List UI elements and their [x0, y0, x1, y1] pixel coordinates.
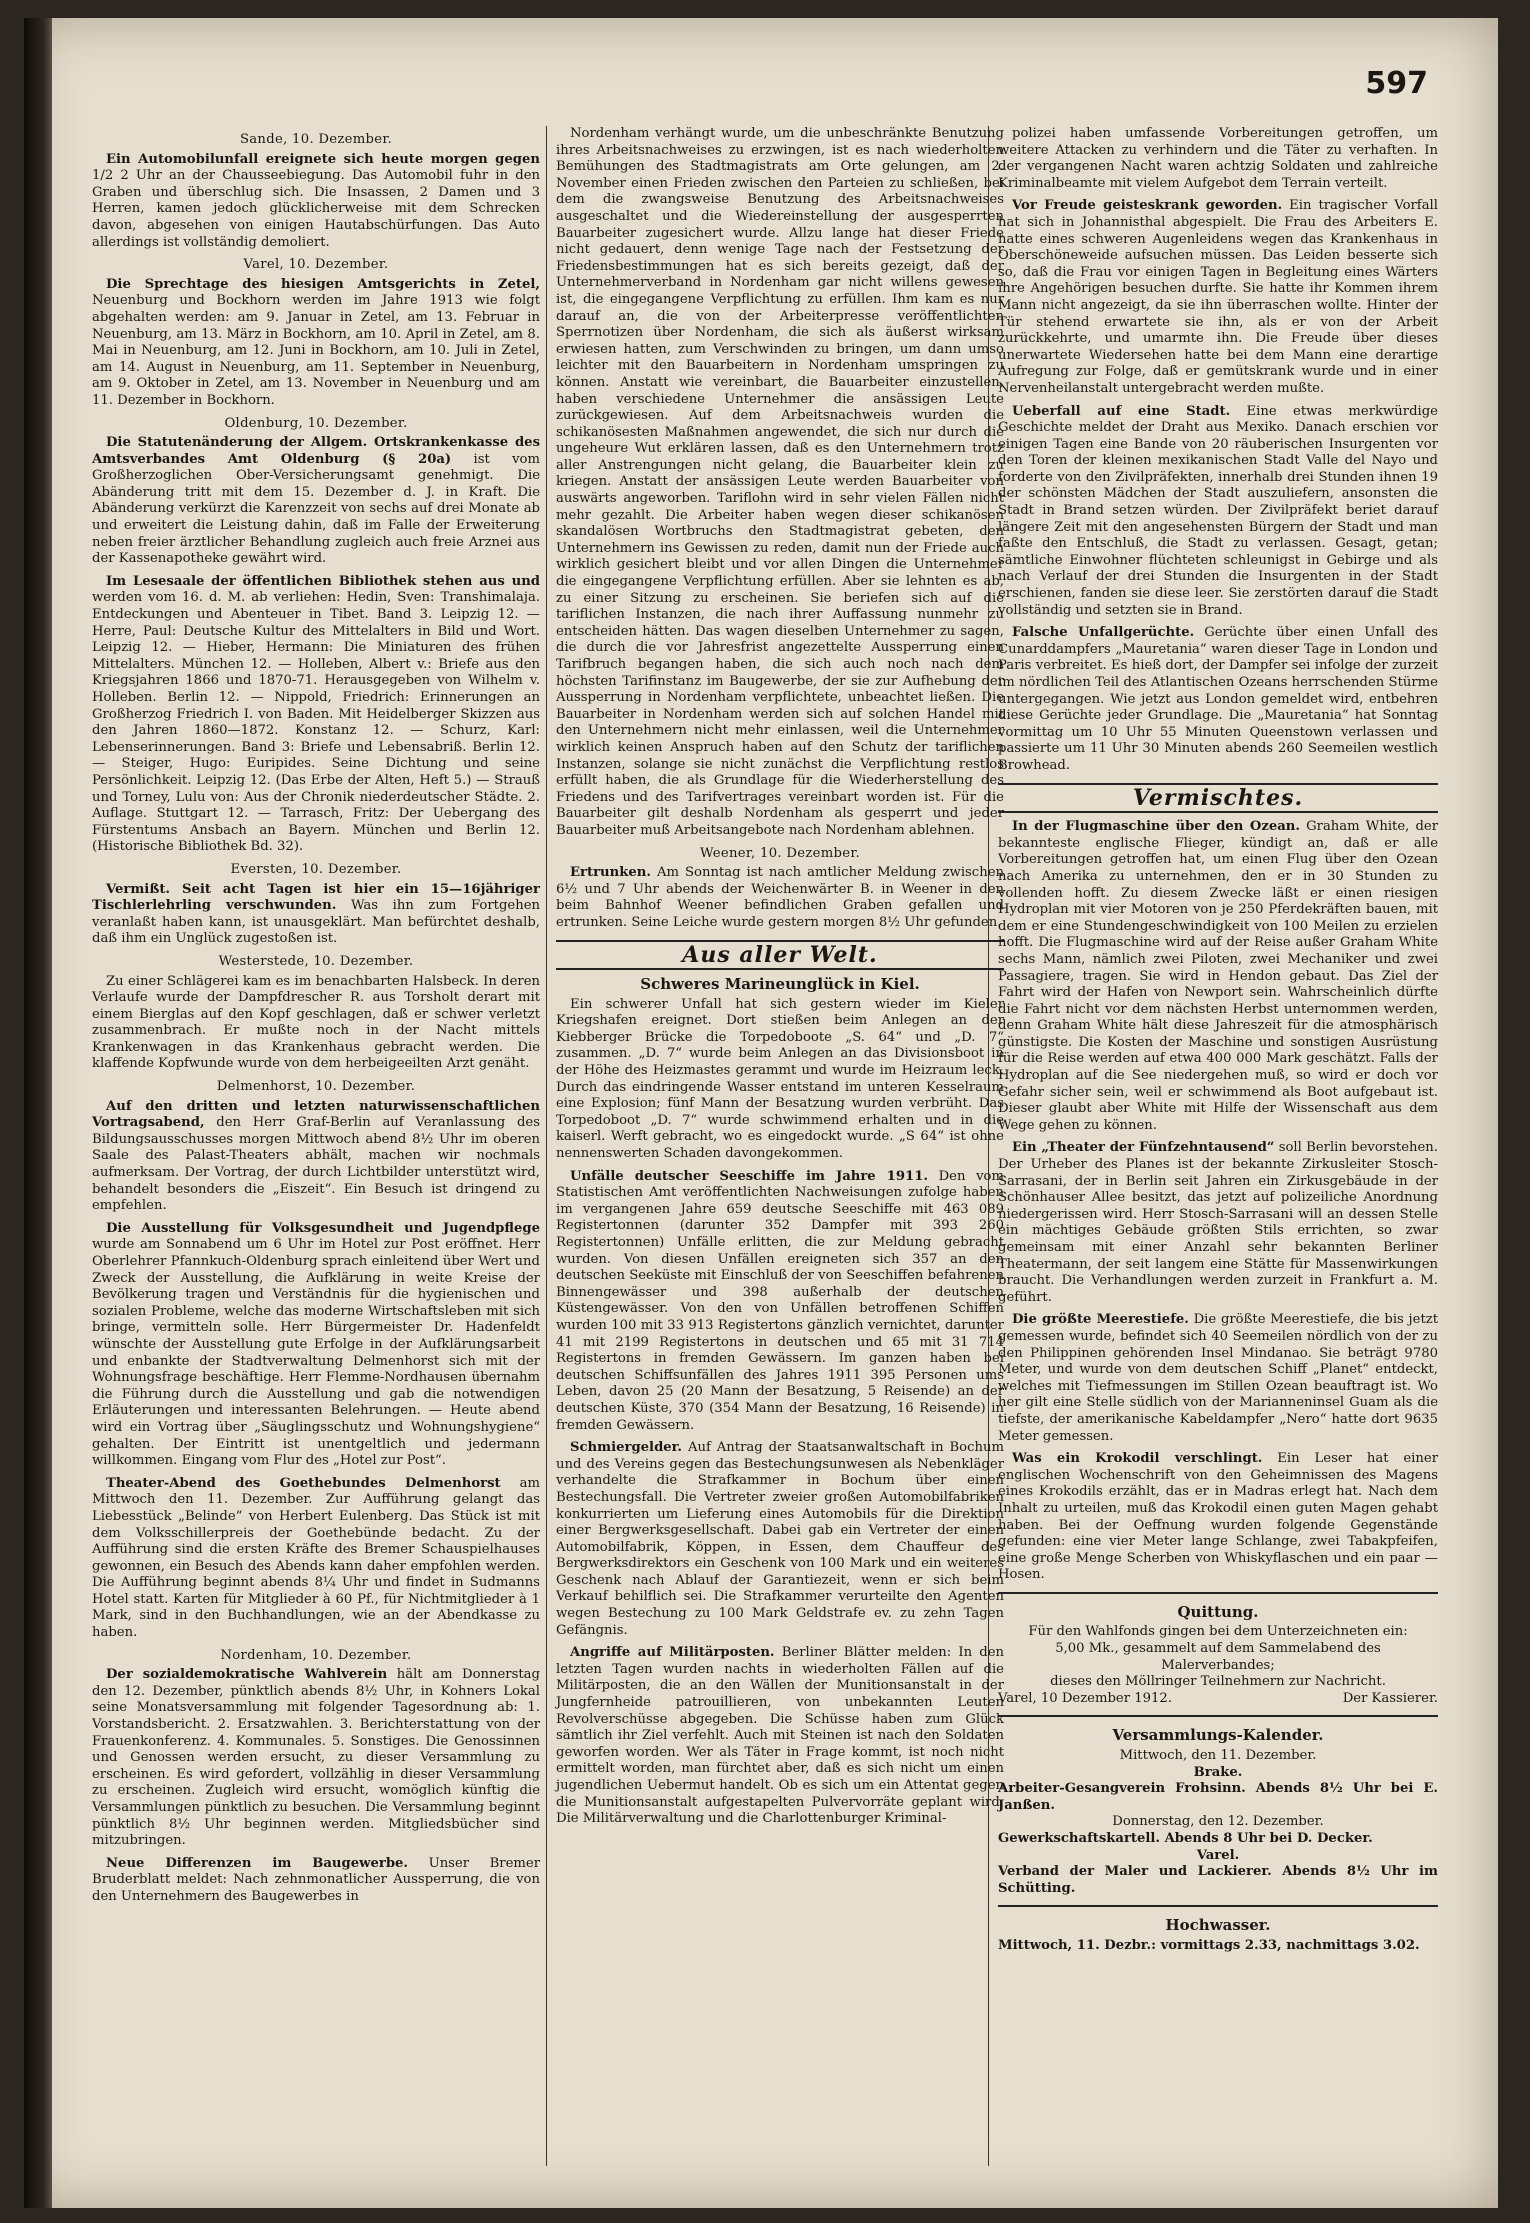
kalender-title: Versammlungs-Kalender. — [1112, 1726, 1324, 1745]
article — [92, 257, 540, 409]
article — [92, 954, 540, 1073]
article-text — [556, 126, 1004, 840]
article — [92, 1079, 540, 1215]
hochwasser-line: Mittwoch, 11. Dezbr.: vormittags 2.33, nachmittags 3.02. — [998, 1937, 1420, 1953]
article-text — [92, 974, 540, 1074]
article-lead: Auf den dritten und letzten naturwissenschaftlichen Vortragsabend, — [92, 1098, 540, 1131]
article — [556, 997, 1004, 1163]
article — [998, 126, 1438, 192]
hochwasser-notice — [998, 1905, 1438, 1954]
article-body: Berliner Blätter melden: In den letzten Tagen wurden nachts in wiederholten Fällen auf die Militärposten, die an den Wällen der Munitionsanstalt in der Jungfernheide patrouillieren, von unbekannten Leuten Revolverschüsse abgegeben. Die Schüsse haben zum Glück sämtlich ihr Ziel verfehlt. Auch mit Steinen ist nach den Soldaten geworfen worden. Wer als Täter in Frage kommt, ist noch nicht ermittelt worden, man fürchtet aber, daß es sich nicht um einen jugendlichen Uebermut handelt. Ob es sich um ein Attentat gegen die Munitionsanstalt aufgestapelten Pulvervorräte geplant wird. Die Militärverwaltung und die Charlottenburger Kriminal- — [556, 1645, 1004, 1827]
quittung-line: dieses den Möllringer Teilnehmern zur Nachricht. — [1050, 1674, 1386, 1690]
article-lead: Die größte Meerestiefe. — [1012, 1312, 1189, 1328]
article-lead: Theater-Abend des Goethebundes Delmenhorst — [106, 1475, 501, 1491]
quittung-title: Quittung. — [1177, 1602, 1259, 1621]
article-text — [998, 126, 1438, 192]
column-2-world-articles — [556, 997, 1004, 1828]
article-body: Ein schwerer Unfall hat sich gestern wieder im Kieler Kriegshafen ereignet. Dort stießen beim Anlegen an der Kiebberger Brücke die Torpedoboote „S. 64“ und „D. 7“ zusammen. „D. 7“ wurde beim Anlegen an das Divisionsboot in der Höhe des Heizmastes gerammt und wurde im Heizraum leck. Durch das eindringende Wasser entstand im unteren Kesselraum eine Explosion; fünf Mann der Besatzung wurden verbrüht. Das Torpedoboot „D. 7“ wurde schwimmend erhalten und in die kaiserl. Werft gebracht, wo es eingedockt wurde. „S 64“ ist ohne nennenswerten Schaden davongekommen. — [556, 996, 1004, 1162]
article-body: ist vom Großherzoglichen Ober-Versicherungsamt genehmigt. Die Abänderung tritt mit dem 15. Dezember d. J. in Kraft. Die Abänderung verkürzt die Karenzzeit von sechs auf drei Monate ab und erweitert die Leistung dahin, daß im Falle der Erweiterung neben freier ärztlicher Behandlung zugleich auch freie Arznei aus der Kassenapotheke gewährt wird. — [92, 451, 540, 567]
article-text — [556, 865, 1004, 931]
article-lead: Die Sprechtage des hiesigen Amtsgerichts in Zetel, — [106, 276, 540, 292]
quittung-line: Für den Wahlfonds gingen bei dem Unterzeichneten ein: — [1028, 1624, 1408, 1640]
article-text — [92, 277, 540, 410]
article-body: Auf Antrag der Staatsanwaltschaft in Bochum und des Vereins gegen das Bestechungsunwesen als Nebenkläger verhandelte die Strafkammer in Bochum über einen Bestechungsfall. Die Vertreter zweier großen Automobilfabriken konkurrierten um Lieferung eines Automobils für die Direktion einer Bergwerksgesellschaft. Dabei gab ein Vertreter der einen Automobilfabrik, Köppen, in Essen, dem Chauffeur des Bergwerksdirektors ein Geschenk von 100 Mark und ein weiteres Geschenk nach Ablauf der Garantiezeit, wenn er sich beim Verkauf behilflich sei. Die Strafkammer verurteilte den Agenten wegen Bestechung zu 100 Mark Geldstrafe ev. zu zehn Tagen Gefängnis. — [556, 1440, 1005, 1638]
article — [556, 1169, 1004, 1435]
article-body: hält am Donnerstag den 12. Dezember, pünktlich abends 8½ Uhr, in Kohners Lokal seine Monatsversammlung mit folgender Tagesordnung ab: 1. Vorstandsbericht. 2. Ersatzwahlen. 3. Berichterstattung von der Frauenkonferenz. 4. Kommunales. 5. Sonstiges. Die Genossinnen und Genossen werden ersucht, zu dieser Versammlung zu erscheinen. Es wird gefordert, vollzählig in dieser Versammlung zu erscheinen. Zugleich wird ersucht, womöglich künftig die Versammlungen pünktlich zu besuchen. Die Versammlung beginnt pünktlich 8½ Uhr beginnen werden. Mitgliedsbücher sind mitzubringen. — [92, 1667, 540, 1849]
article-lead: Ein Automobilunfall ereignete sich heute morgen gegen — [106, 151, 540, 167]
kalender-entry: Gewerkschaftskartell. Abends 8 Uhr bei D. Decker. — [998, 1831, 1373, 1846]
book-spine — [24, 18, 52, 2208]
article-body: Den vom Statistischen Amt veröffentlichten Nachweisungen zufolge haben im vergangenen Jahre 659 deutsche Seeschiffe mit 463 089 Registertonnen (darunter 352 Dampfer mit 393 260 Registertonnen) Unfälle erlitten, die zur Meldung gebracht wurden. Von diesen Unfällen ereigneten sich 357 an den deutschen Seeküste mit Einschluß der von Seeschiffen befahrenen Binnengewässer und 398 außerhalb der deutschen Küstengewässer. Von den von Unfällen betroffenen Schiffen wurden 100 mit 33 913 Registertons gänzlich vernichtet, darunter 41 mit 2199 Registertons in deutschen und 65 mit 31 714 Registertons in fremden Gewässern. Im ganzen haben bei deutschen Schiffsunfällen des Jahres 1911 395 Personen ums Leben, davon 25 (20 Mann der Besatzung, 5 Reisende) an der deutschen Küste, 370 (354 Mann der Besatzung, 16 Reisende) in fremden Gewässern. — [556, 1168, 1004, 1433]
article — [998, 819, 1438, 1134]
article — [92, 1221, 540, 1470]
article-text — [998, 819, 1438, 1134]
article-lead: In der Flugmaschine über den Ozean. — [1012, 819, 1300, 835]
article-lead: Vor Freude geisteskrank geworden. — [1012, 198, 1283, 214]
dateline: Delmenhorst, 10. Dezember. — [216, 1079, 416, 1095]
article-body: Was ihn zum Fortgehen veranlaßt haben kann, ist unausgeklärt. Man befürchtet deshalb, daß ihm ein Unglück zugestoßen ist. — [92, 898, 540, 947]
article — [92, 1856, 540, 1906]
article-text — [556, 997, 1004, 1163]
quittung-place-date: Varel, 10 Dezember 1912. Der Kassierer. — [998, 1690, 1438, 1706]
article-lead: Der sozialdemokratische Wahlverein — [106, 1667, 388, 1683]
article — [998, 198, 1438, 397]
article-text — [92, 1856, 540, 1906]
article-lead: Falsche Unfallgerüchte. — [1012, 625, 1195, 641]
newspaper-page — [24, 18, 1498, 2208]
article — [92, 416, 540, 568]
article-lead: Unfälle deutscher Seeschiffe im Jahre 1911. — [570, 1168, 928, 1184]
article-body: den Herr Graf-Berlin auf Veranlassung des Bildungsausschusses morgen Mittwoch abend 8½ Uhr im oberen Saale des Palast-Theaters abhält, machen wir nochmals aufmerksam. Der Vortrag, der durch Lichtbilder unterstützt wird, behandelt besonders die „Eiszeit“. Ein Besuch ist dringend zu empfehlen. — [92, 1115, 540, 1214]
article — [998, 1451, 1438, 1584]
article — [556, 126, 1004, 840]
article — [998, 625, 1438, 774]
article-body: Nordenham verhängt wurde, um die unbeschränkte Benutzung ihres Arbeitsnachweises zu erzwingen, ist es nach wiederholten Bemühungen des Stadtmagistrats am Orte gelungen, am 2. November einen Frieden zwischen den Parteien zu schließen, bei dem die zwangsweise Benutzung des Arbeitsnachweises ausgeschaltet und die Wiedereinstellung der ausgesperrten Bauarbeiter zugesichert wurde. Allzu lange hat dieser Friede nicht gedauert, denn wenige Tage nach der Festsetzung der Friedensbestimmungen hat es sich bereits gezeigt, daß der Unternehmerverband in Nordenham gar nicht willens gewesen ist, die eingegangene Verpflichtung zu erfüllen. Ihm kam es nur darauf an, die von der Arbeiterpresse veröffentlichten Sperrnotizen über Nordenham, die sich als äußerst wirksam erwiesen hatten, zum Verschwinden zu bringen, um dann umso leichter mit den Bauarbeitern in Nordenham umspringen zu können. Anstatt wie vereinbart, die Bauarbeiter einzustellen, haben verschiedene Unternehmer die ansässigen Leute zurückgewiesen. Auf dem Arbeitsnachweis wurden die schikanösesten Maßnahmen angewendet, die sich nur durch die ungeheure Wut erklären lassen, daß es den Unternehmern trotz aller Anstrengungen nicht gelang, die Bauarbeiter klein zu kriegen. Anstatt der ansässigen Leute werden Bauarbeiter von auswärts angeworben. Tariflohn wird in sehr vielen Fällen nicht mehr gezahlt. Die Arbeiter haben wegen dieser schikanösen skandalösen Wortbruchs den Stadtmagistrat gebeten, den Unternehmern ins Gewissen zu reden, damit nun der Friede auch wirklich gesichert bleibt und vor allen Dingen die Unternehmer die eingegangene Verpflichtung erfüllen. Aber sie lehnten es ab, zu einer Sitzung zu erscheinen. Sie beriefen sich auf die tariflichen Instanzen, die nach ihrer Auffassung nunmehr zu entscheiden hätten. Das wagen dieselben Unternehmer zu sagen, die durch die vor Jahresfrist angezettelte Aussperrung einen Tarifbruch begangen haben, die sich auch noch nach dem höchsten Tarifinstanz im Baugewerbe, der sie zur Aufhebung der Aussperrung in Nordenham verpflichtete, unbeachtet ließen. Die Bauarbeiter in Nordenham werden sich auf solchen Handel mit den Unternehmern nicht mehr einlassen, weil die Unternehmer wirklich keinen Anspruch haben auf den Schutz der tariflichen Instanzen, solange sie nicht zunächst die Verpflichtung restlos erfüllt haben, die als Grundlage für die Wiederherstellung des Friedens und des Tarifvertrages vereinbart worden ist. Für die Bauarbeiter gilt deshalb Nordenham als gesperrt und jeder Bauarbeiter muß Arbeitsangebote nach Nordenham ablehnen. — [556, 126, 1004, 838]
dateline: Oldenburg, 10. Dezember. — [224, 415, 408, 431]
article — [92, 574, 540, 856]
article-text — [998, 625, 1438, 774]
dateline: Westerstede, 10. Dezember. — [218, 953, 414, 969]
kalender-date: Donnerstag, den 12. Dezember. — [1112, 1814, 1324, 1830]
article-text — [92, 1221, 540, 1470]
article-lead: Die Statutenänderung der Allgem. Ortskrankenkasse des Amtsverbandes Amt Oldenburg (§ 20a) — [92, 435, 540, 467]
article — [998, 404, 1438, 620]
article-body: werden vom 16. d. M. ab verliehen: Hedin, Sven: Transhimalaja. Entdeckungen und Abenteuer in Tibet. Band 3. Leipzig 12. — Herre, Paul: Deutsche Kultur des Mittelalters in Bild und Wort. Leipzig 12. — Hieber, Hermann: Die Miniaturen des frühen Mittelalters. München 12. — Holleben, Albert v.: Briefe aus den Kriegsjahren 1866 und 1870-71. Herausgegeben von Wilhelm v. Holleben. Berlin 12. — Nippold, Friedrich: Erinnerungen an Großherzog Friedrich I. von Baden. Mit Heidelberger Skizzen aus den Jahren 1860—1872. Konstanz 12. — Schurz, Karl: Lebenserinnerungen. Band 3: Briefe und Lebensabriß. Berlin 12. — Steiger, Hugo: Euripides. Seine Dichtung und seine Persönlichkeit. Leipzig 12. (Das Erbe der Alten, Heft 5.) — Strauß und Torney, Lulu von: Aus der Chronik niederdeutscher Städte. 2. Auflage. Stuttgart 12. — Tarrasch, Fritz: Der Uebergang des Fürstentums Ansbach an Bayern. München und Berlin 12. (Historische Bibliothek Bd. 32). — [92, 590, 540, 855]
article-body: 1/2 2 Uhr an der Chausseebiegung. Das Automobil fuhr in den Graben und überschlug sich. Die Insassen, 2 Damen und 3 Herren, kamen jedoch glücklicherweise mit dem Schrecken davon, abgesehen von einigen Hautabschürfungen. Das Auto allerdings ist vollständig demoliert. — [92, 168, 540, 250]
article-text — [998, 198, 1438, 397]
article-body: Eine etwas merkwürdige Geschichte meldet der Draht aus Mexiko. Danach erschien vor einigen Tagen eine Bande von 20 räuberischen Insurgenten vor den Toren der kleinen mexikanischen Stadt Valle del Nayo und forderte von den Zivilpräfekten, innerhalb drei Stunden ihnen 19 der schönsten Mädchen der Stadt auszuliefern, ansonsten die Stadt in Brand setzen würden. Der Zivilpräfekt beriet darauf längere Zeit mit den angesehensten Bürgern der Stadt und man faßte den Entschluß, die Stadt zu verlassen. Gesagt, getan; sämtliche Einwohner flüchteten schleunigst in Gebirge und als nach Verlauf der drei Stunden die Insurgenten in der Stadt erschienen, fanden sie diese leer. Sie zerstörten darauf die Stadt vollständig und setzten sie in Brand. — [998, 403, 1438, 618]
kalender-entry: Arbeiter-Gesangverein Frohsinn. Abends 8½ Uhr bei E. Janßen. — [998, 1781, 1438, 1813]
dateline: Weener, 10. Dezember. — [699, 845, 860, 861]
article-text — [556, 1169, 1004, 1435]
kiel-headline: Schweres Marineunglück in Kiel. — [640, 975, 920, 994]
article-text — [998, 1140, 1438, 1306]
section-heading-vermischtes: Vermischtes. — [998, 783, 1438, 814]
column-rule — [546, 126, 547, 2166]
article-lead: Schmiergelder. — [570, 1440, 683, 1456]
article-body: Graham White, der bekannteste englische Flieger, kündigt an, daß er alle Vorbereitungen getroffen hat, um einen Flug über den Ozean nach Amerika zu unternehmen, den er in 30 Stunden zu vollenden hofft. Zu diesem Zwecke läßt er einen riesigen Hydroplan mit vier Motoren von je 250 Pferdekräften bauen, mit dem er eine Stundengeschwindigkeit von 100 Meilen zu erzielen hofft. Die Flugmaschine wird auf der Reise außer Graham White sechs Mann, nämlich zwei Piloten, zwei Mechaniker und zwei Passagiere, tragen. Sie wird in Hendon gebaut. Das Ziel der Fahrt wird der Hafen von Newport sein. Wahrscheinlich dürfte die Fahrt nicht vor dem nächsten Herbst unternommen werden, denn Graham White hält diese Jahreszeit für die atmosphärisch günstigste. Die Kosten der Maschine und sonstigen Ausrüstung für die Reise werden auf etwa 400 000 Mark geschätzt. Falls der Hydroplan auf die See niedergehen muß, so wird er doch vor Gefahr sicher sein, weil er schwimmend als Boot aufgebaut ist. Dieser glaubt aber White mit Hilfe der Wissenschaft aus dem Wege gehen zu können. — [998, 819, 1438, 1133]
article-text — [998, 1451, 1438, 1584]
article-body: Gerüchte über einen Unfall des Cunarddampfers „Mauretania“ waren dieser Tage in London und Paris verbreitet. Es hieß dort, der Dampfer sei infolge der zurzeit im nördlichen Teil des Atlantischen Ozeans herrschenden Stürme untergegangen. Wie jetzt aus London gemeldet wird, entbehren diese Gerüchte jeder Grundlage. Die „Mauretania“ hat Sonntag vormittag um 10 Uhr 55 Minuten Queenstown verlassen und passierte um 11 Uhr 30 Minuten abends 260 Seemeilen westlich Browhead. — [998, 625, 1439, 773]
article-text — [92, 152, 540, 252]
article — [92, 1476, 540, 1642]
column-3-misc-articles — [998, 819, 1438, 1584]
article-body: Am Sonntag ist nach amtlicher Meldung zwischen 6½ und 7 Uhr abends der Weichenwärter B. in Weener in den beim Bahnhof Weener befindlichen Graben gefallen und ertrunken. Seine Leiche wurde gestern morgen 8½ Uhr gefunden. — [556, 865, 1004, 930]
article-lead: Im Lesesaale der öffentlichen Bibliothek stehen aus und — [106, 573, 540, 589]
column-3-articles — [998, 126, 1438, 775]
article-text — [92, 1667, 540, 1850]
article-text — [998, 404, 1438, 620]
hochwasser-title: Hochwasser. — [1165, 1916, 1271, 1935]
article-body: Neuenburg und Bockhorn werden im Jahre 1913 wie folgt abgehalten werden: am 9. Januar in Zetel, am 13. Februar in Neuenburg, am 13. März in Bockhorn, am 10. April in Zetel, am 8. Mai in Neuenburg, am 12. Juni in Bockhorn, am 10. Juli in Zetel, am 14. August in Neuenburg, am 11. September in Neuenburg, am 9. Oktober in Zetel, am 13. November in Neuenburg und am 11. Dezember in Bockhorn. — [92, 293, 540, 408]
article — [556, 1645, 1004, 1828]
article-lead: Ein „Theater der Fünfzehntausend“ — [1012, 1140, 1275, 1156]
dateline: Nordenham, 10. Dezember. — [220, 1647, 412, 1663]
article-body: Zu einer Schlägerei kam es im benachbarten Halsbeck. In deren Verlaufe wurde der Dampfdrescher R. aus Torsholt derart mit einem Bierglas auf den Kopf geschlagen, daß er schwer verletzt zusammenbrach. Er mußte noch in der Nacht mittels Krankenwagen in das Krankenhaus gebracht werden. Die klaffende Kopfwunde wurde von dem herbeigeeilten Arzt genäht. — [92, 973, 540, 1072]
article-text — [92, 882, 540, 948]
article-text — [998, 1312, 1438, 1445]
section-heading-aus-aller-welt: Aus aller Welt. — [556, 940, 1004, 971]
article-lead: Was ein Krokodil verschlingt. — [1012, 1451, 1263, 1467]
versammlungs-kalender — [998, 1715, 1438, 1897]
article-text — [92, 574, 540, 856]
page-number: 597 — [1365, 66, 1428, 101]
article — [556, 846, 1004, 932]
article-text — [556, 1645, 1004, 1828]
kalender-place: Varel. — [1196, 1847, 1240, 1863]
column-1 — [92, 126, 540, 1912]
article-body: Unser Bremer Bruderblatt meldet: Nach zehnmonatlicher Aussperrung, die von den Unternehmern des Baugewerbes in — [92, 1855, 541, 1904]
article-body: Ein tragischer Vorfall hat sich in Johannisthal abgespielt. Die Frau des Arbeiters E. hatte eines schweren Augenleidens wegen das Krankenhaus in Oberschöneweide aufsuchen müssen. Das Leiden besserte sich so, daß die Frau vor einigen Tagen in Begleitung eines Wärters ihre Angehörigen besuchen durfte. Sie hatte ihr Kommen ihrem Mann nicht angezeigt, da sie ihn überraschen wollte. Hinter der Tür stehend erwartete sie ihn, als er von der Arbeit zurückkehrte, und umarmte ihn. Die Freude über dieses unerwartete Wiedersehen hatte bei dem Mann eine derartige Aufregung zur Folge, daß er gemütskrank wurde und in einer Nervenheilanstalt untergebracht werden mußte. — [998, 198, 1438, 396]
article-lead: Ertrunken. — [570, 865, 651, 881]
article-body: Ein Leser hat einer englischen Wochenschrift von den Geheimnissen des Magens eines Krokodils erzählt, das er in Madras erlegt hat. Nach dem Inhalt zu urteilen, muß das Krokodil einen guten Magen gehabt haben. Bei der Oeffnung wurden folgende Gegenstände gefunden: eine vier Meter lange Schlange, zwei Tabakpfeifen, eine große Menge Scherben von Whiskyflaschen und ein paar — Hosen. — [998, 1451, 1438, 1583]
kalender-date: Mittwoch, den 11. Dezember. — [1119, 1748, 1317, 1764]
article-lead: Die Ausstellung für Volksgesundheit und Jugendpflege — [106, 1220, 540, 1236]
article-text — [92, 1476, 540, 1642]
dateline: Varel, 10. Dezember. — [243, 257, 389, 273]
dateline: Sande, 10. Dezember. — [239, 132, 393, 147]
article — [92, 862, 540, 948]
article — [556, 1440, 1004, 1639]
dateline: Eversten, 10. Dezember. — [230, 861, 402, 877]
article-body: am Mittwoch den 11. Dezember. Zur Aufführung gelangt das Liebesstück „Belinde“ von Herbert Eulenberg. Das Stück ist mit dem Volksschillerpreis der Goethebünde bedacht. Zu der Aufführung sind die ersten Kräfte des Bremer Schauspielhauses gewonnen, ein Besuch des Abends kann daher empfohlen werden. Die Aufführung beginnt abends 8¼ Uhr und findet in Sudmanns Hotel statt. Karten für Mitglieder à 60 Pf., für Nichtmitglieder à 1 Mark, sind in den Buchhandlungen, wie an der Abendkasse zu haben. — [92, 1475, 540, 1641]
article-body: wurde am Sonnabend um 6 Uhr im Hotel zur Post eröffnet. Herr Oberlehrer Pfannkuch-Oldenburg sprach einleitend über Wert und Zweck der Ausstellung, die Aufklärung in weite Kreise der Bevölkerung tragen und Verständnis für die hygienischen und sozialen Probleme, welche das moderne Wirtschaftsleben mit sich bringe, vermitteln solle. Herr Bürgermeister Dr. Hadenfeldt wünschte der Ausstellung gute Erfolge in der Aufklärungsarbeit und enbankte der Stadtverwaltung Delmenhorst sich mit der Wohnungsfrage beschäftige. Herr Flemme-Nordhausen übernahm die Führung durch die Ausstellung und gab die notwendigen Erläuterungen und interessanten Belehrungen. — Heute abend wird ein Vortrag über „Säuglingsschutz und Wohnungshygiene“ gehalten. Der Eintritt ist unentgeltlich und jedermann willkommen. Eingang vom Flur des „Hotel zur Post“. — [92, 1237, 540, 1469]
article-body: polizei haben umfassende Vorbereitungen getroffen, um weitere Attacken zu verhindern und die Täter zu verhaften. In der vergangenen Nacht waren achtzig Soldaten und zahlreiche Kriminalbeamte mit vielem Aufgebot dem Terrain verteilt. — [998, 126, 1438, 191]
kalender-place: Brake. — [1193, 1764, 1243, 1780]
article-lead: Angriffe auf Militärposten. — [570, 1645, 775, 1661]
article — [92, 132, 540, 251]
article-text — [92, 435, 540, 568]
article-body: Die größte Meerestiefe, die bis jetzt gemessen wurde, befindet sich 40 Seemeilen nördlich von der zu den Philippinen gehörenden Insel Mindanao. Sie beträgt 9780 Meter, und wurde von dem deutschen Schiff „Planet“ entdeckt, welches mit Tiefmessungen im Stillen Ozean beauftragt ist. Wo her gilt eine Stelle südlich von der Marianneninsel Guam als die tiefste, der amerikanische Kabeldampfer „Nero“ hatte dort 9635 Meter gemessen. — [998, 1312, 1438, 1444]
quittung-notice — [998, 1592, 1438, 1708]
article-text — [556, 1440, 1004, 1639]
article — [92, 1648, 540, 1850]
kalender-entry: Verband der Maler und Lackierer. Abends 8½ Uhr im Schütting. — [998, 1864, 1438, 1896]
article-body: soll Berlin bevorstehen. Der Urheber des Planes ist der bekannte Zirkusleiter Stosch-Sarrasani, der in Berlin seit Jahren ein Zirkusgebäude in der Schönhauser Allee besitzt, das jetzt auf polizeiliche Anordnung niedergerissen wird. Herr Stosch-Sarrasani will an dessen Stelle ein mächtiges Gebäude größten Stils errichten, so zwar gemeinsam mit einer Anzahl sehr bekannten Berliner Theatermann, der seit langem eine Stätte für Massenwirkungen braucht. Die Verhandlungen werden zurzeit in Frankfurt a. M. geführt. — [998, 1140, 1438, 1305]
column-2 — [556, 126, 1004, 1834]
article-lead: Ueberfall auf eine Stadt. — [1012, 403, 1231, 419]
article-lead: Neue Differenzen im Baugewerbe. — [106, 1855, 409, 1871]
article-text — [92, 1099, 540, 1215]
article — [998, 1140, 1438, 1306]
column-2-articles — [556, 126, 1004, 932]
article-lead: Vermißt. Seit acht Tagen ist hier ein 15—16jähriger Tischlerlehrling verschwunden. — [92, 881, 540, 914]
column-3 — [998, 126, 1438, 1955]
quittung-line: 5,00 Mk., gesammelt auf dem Sammelabend des Malerverbandes; — [1055, 1641, 1381, 1673]
article — [998, 1312, 1438, 1445]
